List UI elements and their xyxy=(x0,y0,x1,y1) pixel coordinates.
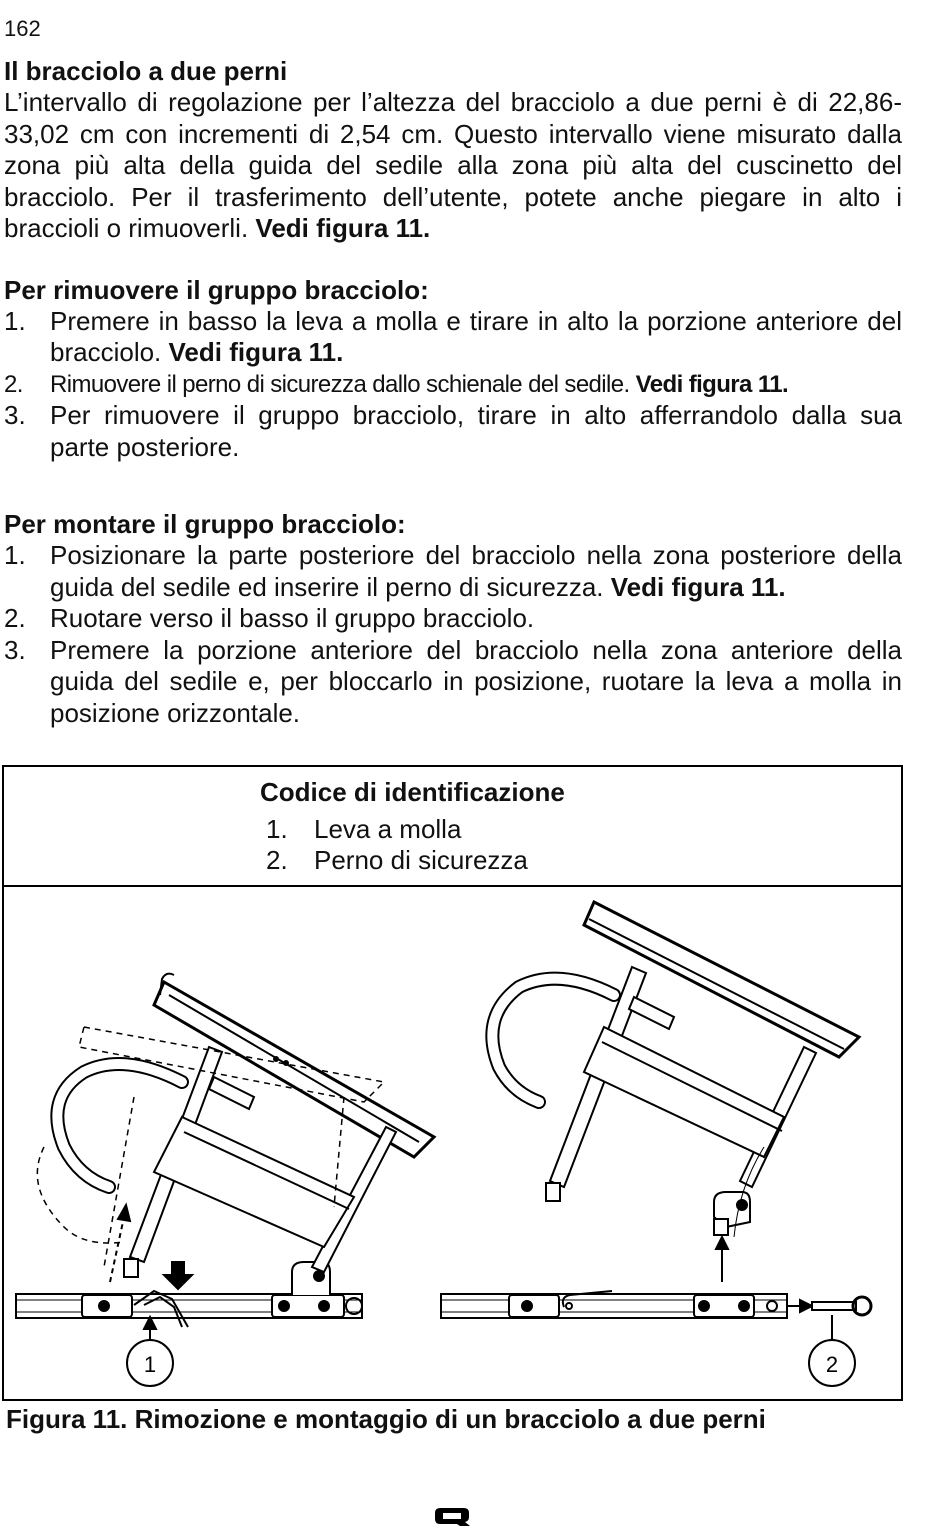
remove-steps-list xyxy=(4,306,902,464)
step-text: Per rimuovere il gruppo bracciolo, tirare in alto afferrandolo dalla sua parte posteriore. xyxy=(50,400,902,462)
step-text: Premere in basso la leva a molla e tirare in alto la porzione anteriore del bracciolo. xyxy=(50,305,902,367)
section-title-two-post-armrest: Il bracciolo a due perni xyxy=(4,56,288,86)
mount-steps-list xyxy=(4,540,902,729)
step-text: Ruotare verso il basso il gruppo bracciolo. xyxy=(50,603,535,633)
legend-label: Leva a molla xyxy=(314,814,462,844)
callout-2: 2 xyxy=(825,1352,839,1377)
figure-reference: Vedi figura 11. xyxy=(255,213,431,243)
step-number: 1. xyxy=(4,540,26,570)
step-number: 2. xyxy=(4,370,23,398)
step-number: 2. xyxy=(4,603,26,633)
armrest-illustration xyxy=(4,887,901,1399)
list-item xyxy=(4,400,902,463)
step-number: 1. xyxy=(4,305,26,336)
identification-legend xyxy=(4,767,901,887)
step-text: Rimuovere il perno di sicurezza dallo schienale del sedile. xyxy=(50,370,630,398)
figure-reference: Vedi figura 11. xyxy=(168,337,344,367)
legend-label: Perno di sicurezza xyxy=(314,845,528,875)
legend-number: 1. xyxy=(266,814,288,844)
figure-reference: Vedi figura 11. xyxy=(635,370,789,398)
page-body xyxy=(4,56,902,729)
figure-11-box xyxy=(2,765,903,1401)
left-removal-drawing xyxy=(16,974,434,1327)
list-item xyxy=(4,603,902,635)
list-item xyxy=(4,635,902,730)
remove-title: Per rimuovere il gruppo bracciolo: xyxy=(4,274,429,305)
intro-text: L’intervallo di regolazione per l’altezza del bracciolo a due perni è di 22,86-33,02 cm con incrementi di 2,54 cm. Questo intervallo viene misurato dalla zona più alta della guida del sedile alla zona più alta del cuscinetto del bracciolo. Per il trasferimento dell’utente, potete anche piegare in alto i braccioli o rimuoverli. xyxy=(4,87,902,243)
callout-1: 1 xyxy=(143,1352,157,1377)
legend-title: Codice di identificazione xyxy=(260,777,565,807)
step-number: 3. xyxy=(4,634,26,665)
step-text: Premere la porzione anteriore del bracciolo nella zona anteriore della guida del sedile e, per bloccarlo in posizione, ruotare la leva a molla in posizione orizzontale. xyxy=(50,634,902,728)
list-item xyxy=(4,540,902,603)
list-item xyxy=(4,369,902,401)
legend-item xyxy=(266,845,528,876)
figure-reference: Vedi figura 11. xyxy=(610,571,786,602)
step-text: Posizionare la parte posteriore del bracciolo nella zona posteriore della guida del sedile ed inserire il perno di sicurezza. xyxy=(50,540,902,602)
step-number: 3. xyxy=(4,400,26,430)
legend-number: 2. xyxy=(266,845,288,875)
quickie-logo-icon xyxy=(432,1505,472,1527)
legend-item xyxy=(266,814,461,845)
list-item xyxy=(4,306,902,369)
figure-caption: Figura 11. Rimozione e montaggio di un bracciolo a due perni xyxy=(6,1404,766,1434)
right-mounting-drawing xyxy=(441,902,871,1318)
page-number: 162 xyxy=(4,16,41,41)
mount-title: Per montare il gruppo bracciolo: xyxy=(4,509,406,539)
section-intro-paragraph xyxy=(4,87,902,245)
